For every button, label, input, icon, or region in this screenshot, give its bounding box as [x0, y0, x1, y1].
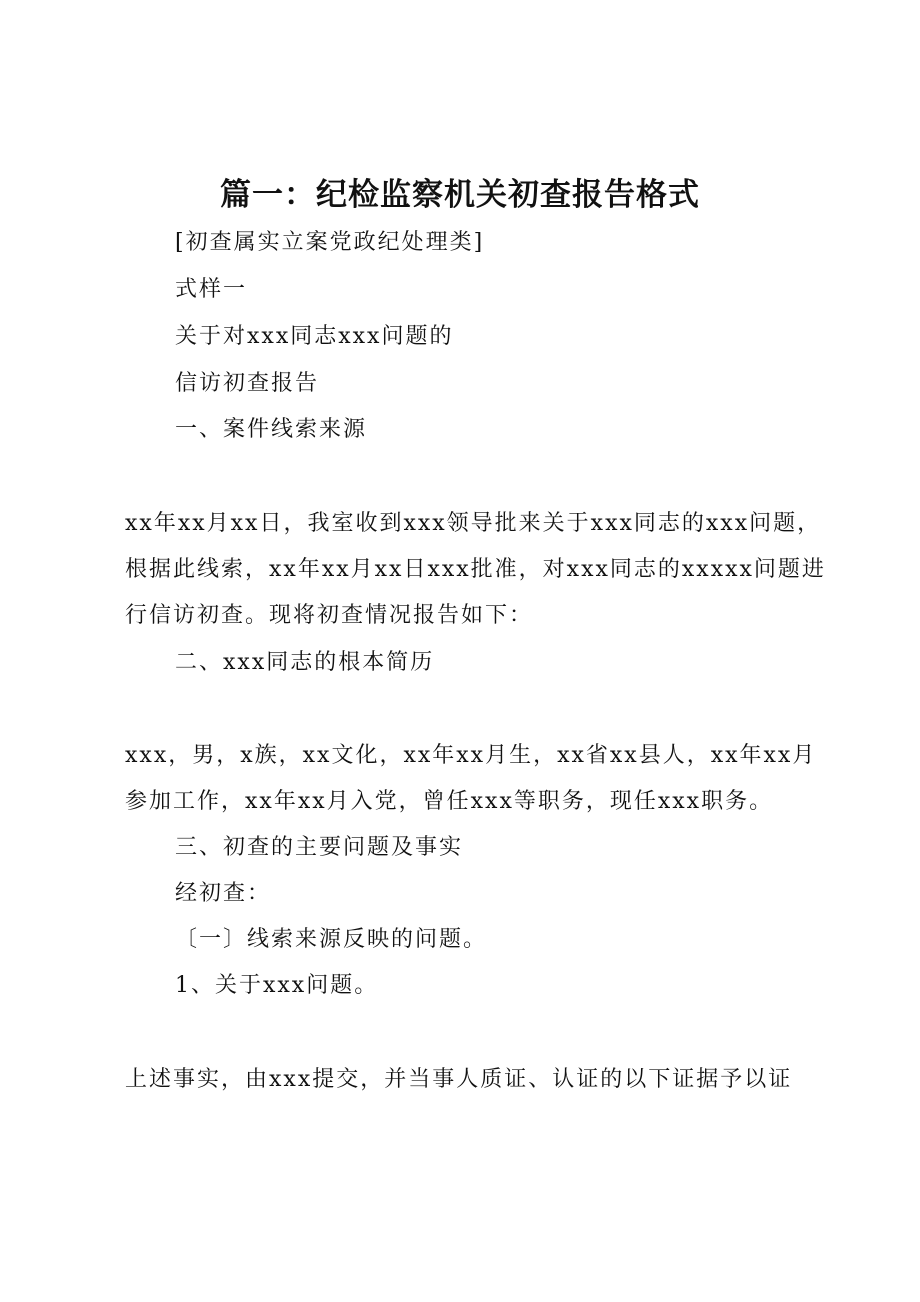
- section-heading-source: 一、案件线索来源: [175, 417, 368, 442]
- paragraph-line: 上述事实，由xxx提交，并当事人质证、认证的以下证据予以证: [125, 1067, 793, 1092]
- template-label: 式样一: [175, 277, 248, 302]
- paragraph-line: xx年xx月xx日，我室收到xxx领导批来关于xxx同志的xxx问题，: [125, 511, 822, 536]
- paragraph-line: 经初查：: [175, 881, 272, 906]
- report-name: 信访初查报告: [175, 371, 320, 396]
- item-heading: 1、关于xxx问题。: [175, 973, 379, 998]
- section-heading-resume: 二、xxx同志的根本简历: [175, 650, 435, 675]
- document-title: 篇一：纪检监察机关初查报告格式: [220, 177, 700, 213]
- subsection-heading: 〔一〕线索来源反映的问题。: [175, 927, 488, 952]
- paragraph-line: xxx，男，x族，xx文化，xx年xx月生，xx省xx县人，xx年xx月: [125, 743, 817, 768]
- paragraph-line: 行信访初查。现将初查情况报告如下：: [125, 603, 534, 628]
- category-note: [初查属实立案党政纪处理类]: [175, 230, 485, 255]
- paragraph-line: 根据此线索，xx年xx月xx日xxx批准，对xxx同志的xxxxx问题进: [125, 557, 826, 582]
- section-heading-facts: 三、初查的主要问题及事实: [175, 835, 464, 860]
- paragraph-line: 参加工作，xx年xx月入党，曾任xxx等职务，现任xxx职务。: [125, 789, 774, 814]
- report-subject-line: 关于对xxx同志xxx问题的: [175, 324, 454, 349]
